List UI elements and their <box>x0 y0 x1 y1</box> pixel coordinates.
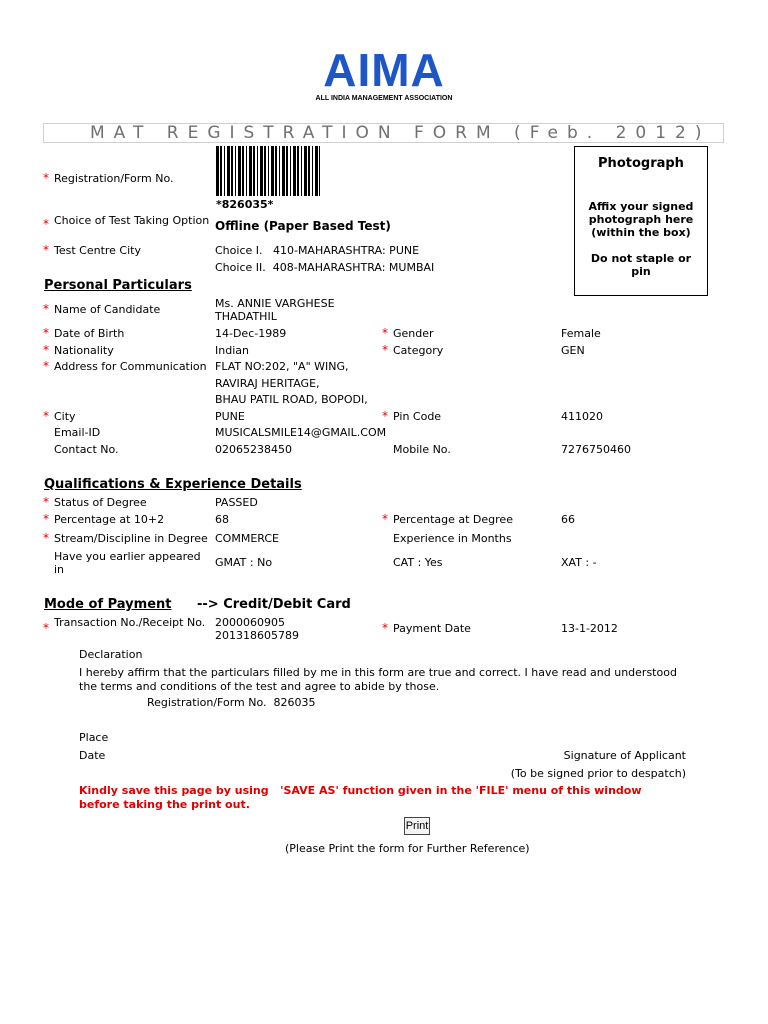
stream-value: COMMERCE <box>215 532 279 545</box>
appeared-label: Have you earlier appeared in <box>54 550 201 576</box>
signature-label: Signature of Applicant <box>563 749 686 762</box>
address-line-2: RAVIRAJ HERITAGE, <box>215 377 320 390</box>
dob-label: Date of Birth <box>54 327 125 340</box>
dob-value: 14-Dec-1989 <box>215 327 287 340</box>
contact-label: Contact No. <box>54 443 119 456</box>
required-marker: * <box>43 359 49 373</box>
transaction-value-2: 201318605789 <box>215 629 299 642</box>
test-centre-choice-2: Choice II. 408-MAHARASHTRA: MUMBAI <box>215 261 435 274</box>
test-centre-label: Test Centre City <box>54 244 141 257</box>
percentage-12-label: Percentage at 10+2 <box>54 513 165 526</box>
degree-status-value: PASSED <box>215 496 258 509</box>
required-marker: * <box>43 171 49 185</box>
declaration-registration: Registration/Form No. 826035 <box>147 696 316 709</box>
address-line-3: BHAU PATIL ROAD, BOPODI, <box>215 393 368 406</box>
required-marker: * <box>43 302 49 316</box>
nationality-value: Indian <box>215 344 249 357</box>
category-label: Category <box>393 344 444 357</box>
barcode-image <box>216 146 320 196</box>
test-option-value: Offline (Paper Based Test) <box>215 219 391 233</box>
photograph-note: Do not staple or pin <box>590 252 692 278</box>
required-marker: * <box>382 512 388 526</box>
declaration-heading: Declaration <box>79 648 143 661</box>
barcode-text: *826035* <box>216 198 274 211</box>
required-marker: * <box>382 343 388 357</box>
email-value: MUSICALSMILE14@GMAIL.COM <box>215 426 387 439</box>
gmat-value: GMAT : No <box>215 556 273 569</box>
print-button[interactable]: Print <box>404 817 430 835</box>
photograph-title: Photograph <box>598 156 684 171</box>
required-marker: * <box>43 621 49 635</box>
pin-code-value: 411020 <box>561 410 603 423</box>
aima-logo: AIMA <box>323 44 445 96</box>
required-marker: * <box>43 326 49 340</box>
payment-date-label: Payment Date <box>393 622 471 635</box>
category-value: GEN <box>561 344 585 357</box>
email-label: Email-ID <box>54 426 101 439</box>
gender-value: Female <box>561 327 601 340</box>
print-note: (Please Print the form for Further Reference) <box>285 842 530 855</box>
percentage-degree-label: Percentage at Degree <box>393 513 513 526</box>
place-label: Place <box>79 731 109 744</box>
test-option-label: Choice of Test Taking Option <box>54 214 210 227</box>
transaction-label: Transaction No./Receipt No. <box>54 616 206 629</box>
percentage-degree-value: 66 <box>561 513 575 526</box>
stream-label: Stream/Discipline in Degree <box>54 532 208 545</box>
declaration-text: I hereby affirm that the particulars filled by me in this form are true and correct. I have read and understood the terms and conditions of the test and agree to abide by those. <box>79 666 677 693</box>
registration-label: Registration/Form No. <box>54 172 174 185</box>
experience-label: Experience in Months <box>393 532 512 545</box>
photograph-box <box>574 146 708 296</box>
mobile-value: 7276750460 <box>561 443 631 456</box>
cat-value: CAT : Yes <box>393 556 443 569</box>
address-line-1: FLAT NO:202, "A" WING, <box>215 360 349 373</box>
gender-label: Gender <box>393 327 434 340</box>
candidate-name-value: Ms. ANNIE VARGHESE THADATHIL <box>215 297 335 323</box>
required-marker: * <box>43 531 49 545</box>
payment-mode-value: --> Credit/Debit Card <box>197 597 351 612</box>
mobile-label: Mobile No. <box>393 443 451 456</box>
signature-note: (To be signed prior to despatch) <box>510 767 686 780</box>
degree-status-label: Status of Degree <box>54 496 147 509</box>
city-label: City <box>54 410 76 423</box>
pin-code-label: Pin Code <box>393 410 442 423</box>
candidate-name-label: Name of Candidate <box>54 303 161 316</box>
section-personal-particulars: Personal Particulars <box>44 278 192 293</box>
transaction-value-1: 2000060905 <box>215 616 285 629</box>
city-value: PUNE <box>215 410 245 423</box>
section-qualifications: Qualifications & Experience Details <box>44 477 302 492</box>
photograph-instruction: Affix your signed photograph here (within the box) <box>588 200 694 239</box>
contact-value: 02065238450 <box>215 443 292 456</box>
xat-value: XAT : - <box>561 556 597 569</box>
required-marker: * <box>43 243 49 257</box>
save-notice-line-2: before taking the print out. <box>79 798 250 811</box>
date-label: Date <box>79 749 106 762</box>
required-marker: * <box>43 512 49 526</box>
required-marker: * <box>382 409 388 423</box>
address-label: Address for Communication <box>54 360 207 373</box>
required-marker: * <box>382 621 388 635</box>
required-marker: * <box>43 217 49 231</box>
required-marker: * <box>43 409 49 423</box>
nationality-label: Nationality <box>54 344 114 357</box>
section-mode-of-payment: Mode of Payment <box>44 597 172 612</box>
required-marker: * <box>43 495 49 509</box>
required-marker: * <box>382 326 388 340</box>
required-marker: * <box>43 343 49 357</box>
logo-subtitle: ALL INDIA MANAGEMENT ASSOCIATION <box>315 95 453 102</box>
percentage-12-value: 68 <box>215 513 229 526</box>
test-centre-choice-1: Choice I. 410-MAHARASHTRA: PUNE <box>215 244 420 257</box>
save-notice-line-1: Kindly save this page by using 'SAVE AS' function given in the 'FILE' menu of this window <box>79 784 642 797</box>
payment-date-value: 13-1-2012 <box>561 622 618 635</box>
page-title: MAT REGISTRATION FORM (Feb. 2012) <box>90 123 711 143</box>
